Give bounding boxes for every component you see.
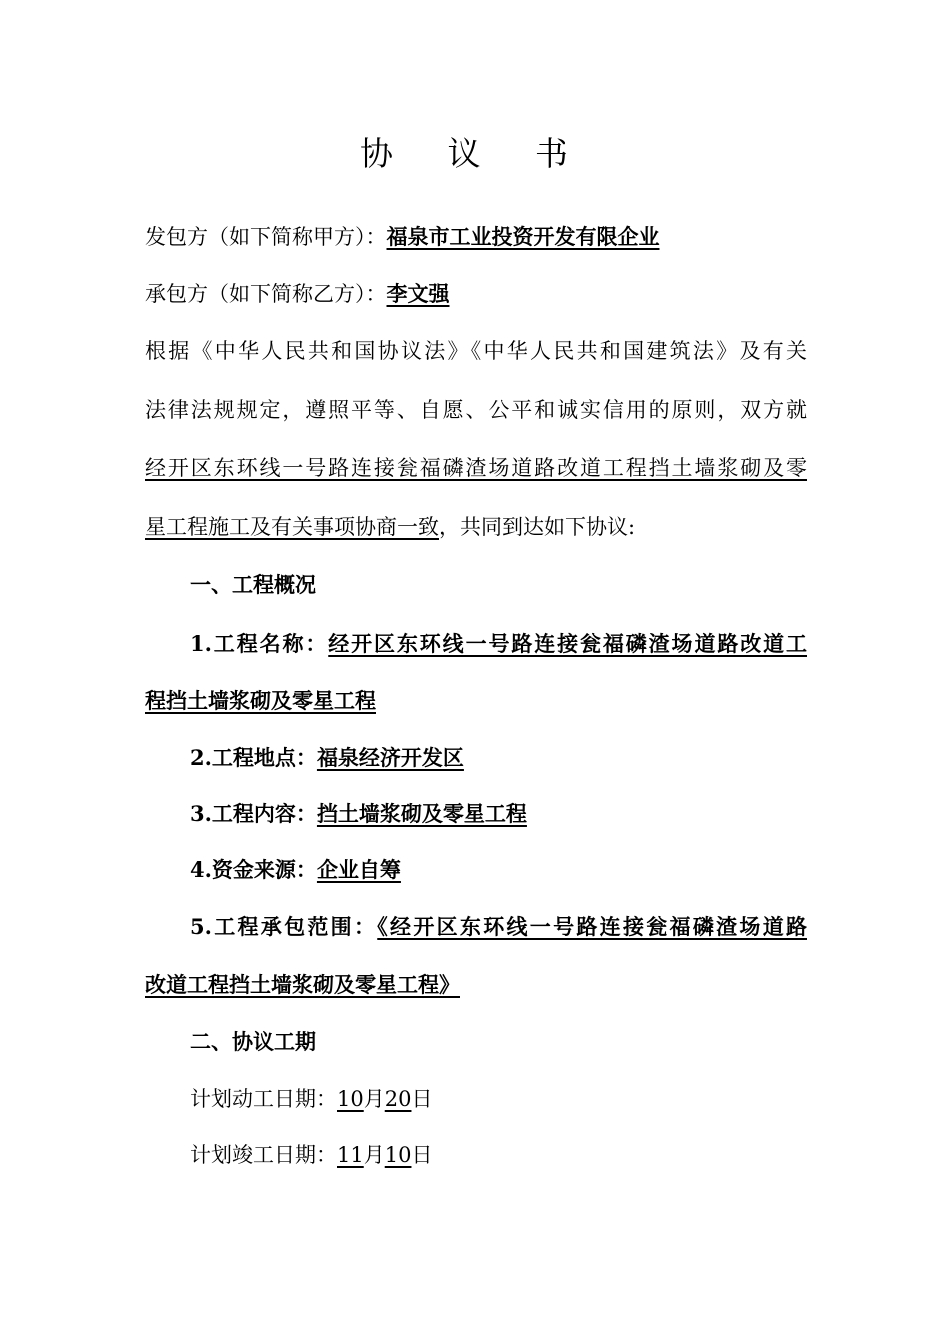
intro-line-1: 根据《中华人民共和国协议法》《中华人民共和国建筑法》及有关 [145, 339, 807, 363]
party-a-name: 福泉市工业投资开发有限企业 [386, 224, 660, 249]
party-a-line [145, 222, 807, 252]
item-5-label: 5.工程承包范围： [190, 914, 378, 939]
start-date-line [190, 1084, 807, 1114]
item-5-value-1: 《经开区东环线一号路连接瓮福磷渣场道路 [377, 914, 807, 939]
party-b-line [145, 279, 807, 309]
start-day: 20 [384, 1087, 412, 1111]
intro-project-line-1 [145, 453, 807, 483]
item-2-label: 2.工程地点： [190, 745, 317, 770]
start-month-unit: 月 [363, 1087, 385, 1111]
start-date-label: 计划动工日期： [190, 1087, 337, 1111]
item-5-value-2: 改道工程挡土墙浆砌及零星工程》 [145, 972, 460, 997]
end-date-label: 计划竣工日期： [190, 1143, 337, 1167]
section-2-heading: 二、协议工期 [190, 1029, 316, 1054]
party-b-name: 李文强 [386, 281, 450, 306]
item-1-value-1: 经开区东环线一号路连接瓮福磷渣场道路改道工 [328, 631, 807, 656]
item-4-label: 4.资金来源： [190, 857, 317, 882]
item-3-label: 3.工程内容： [190, 801, 317, 826]
intro-project-line-2 [145, 512, 807, 542]
item-4-value: 企业自筹 [316, 857, 401, 882]
item-4-line [190, 855, 807, 885]
end-month: 11 [337, 1143, 364, 1167]
intro-tail: ，共同到达如下协议: [439, 515, 636, 539]
item-2-line [190, 743, 807, 773]
item-1-line-1 [190, 629, 807, 659]
item-1-line-2 [145, 686, 807, 716]
party-b-label: 承包方（如下简称乙方）： [145, 282, 387, 306]
section-1-heading: 一、工程概况 [190, 572, 316, 597]
item-1-value-2: 程挡土墙浆砌及零星工程 [145, 688, 376, 713]
start-month: 10 [337, 1087, 364, 1111]
document-title: 协 议 书 [360, 134, 590, 173]
intro-project-text-1: 经开区东环线一号路连接瓮福磷渣场道路改道工程挡土墙浆砌及零 [145, 456, 807, 480]
item-3-line [190, 799, 807, 829]
item-1-label: 1.工程名称： [190, 631, 329, 656]
end-day-unit: 日 [411, 1143, 433, 1167]
item-3-value: 挡土墙浆砌及零星工程 [316, 801, 527, 826]
start-day-unit: 日 [411, 1087, 433, 1111]
intro-project-text-2: 星工程施工及有关事项协商一致 [145, 515, 439, 539]
intro-line-2: 法律法规规定，遵照平等、自愿、公平和诚实信用的原则，双方就 [145, 398, 807, 422]
item-5-line-1 [190, 912, 807, 942]
end-month-unit: 月 [363, 1143, 385, 1167]
end-date-line [190, 1140, 807, 1170]
item-2-value: 福泉经济开发区 [316, 745, 464, 770]
item-5-line-2 [145, 970, 807, 1000]
end-day: 10 [384, 1143, 412, 1167]
party-a-label: 发包方（如下简称甲方）： [145, 225, 387, 249]
